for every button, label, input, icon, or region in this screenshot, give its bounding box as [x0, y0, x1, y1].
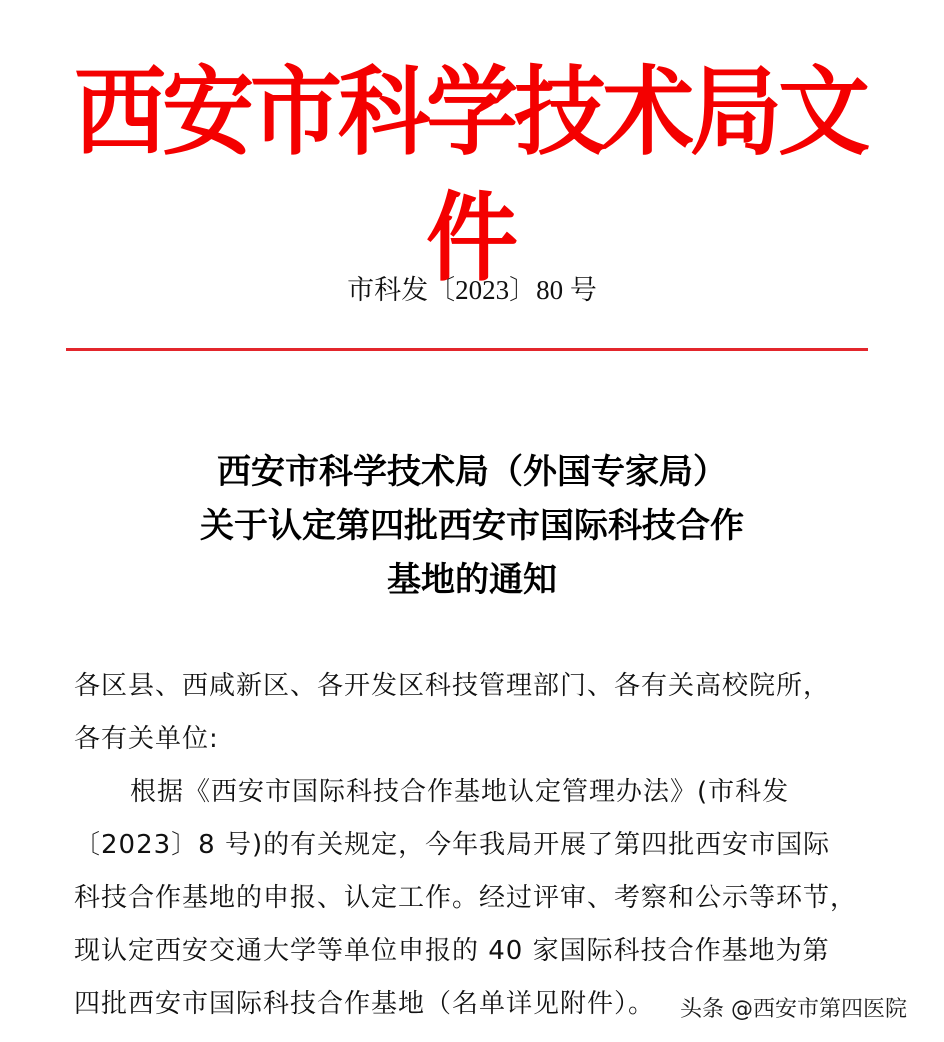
- source-watermark: 头条 @西安市第四医院: [680, 997, 907, 1022]
- red-divider-line: [66, 348, 868, 351]
- paragraph-line-3: 科技合作基地的申报、认定工作。经过评审、考察和公示等环节，: [74, 883, 858, 913]
- paragraph-line-2: 〔2023〕8 号)的有关规定，今年我局开展了第四批西安市国际: [74, 830, 831, 860]
- document-title: [0, 445, 944, 607]
- document-masthead: 西安市科学技术局文件: [73, 55, 866, 295]
- title-line-3: 基地的通知: [387, 560, 557, 600]
- title-line-2: 关于认定第四批西安市国际科技合作: [200, 506, 744, 546]
- addressee-line-2: 各有关单位:: [74, 724, 219, 754]
- addressee-line-1: 各区县、西咸新区、各开发区科技管理部门、各有关高校院所，: [74, 671, 831, 701]
- paragraph-line-1: 根据《西安市国际科技合作基地认定管理办法》(市科发: [130, 777, 790, 807]
- document-body: [74, 660, 884, 1031]
- paragraph-line-5: 四批西安市国际科技合作基地（名单详见附件）。: [74, 989, 656, 1019]
- document-number: 市科发〔2023〕80 号: [347, 275, 597, 305]
- paragraph-line-4: 现认定西安交通大学等单位申报的 40 家国际科技合作基地为第: [74, 936, 830, 966]
- title-line-1: 西安市科学技术局（外国专家局）: [217, 452, 727, 492]
